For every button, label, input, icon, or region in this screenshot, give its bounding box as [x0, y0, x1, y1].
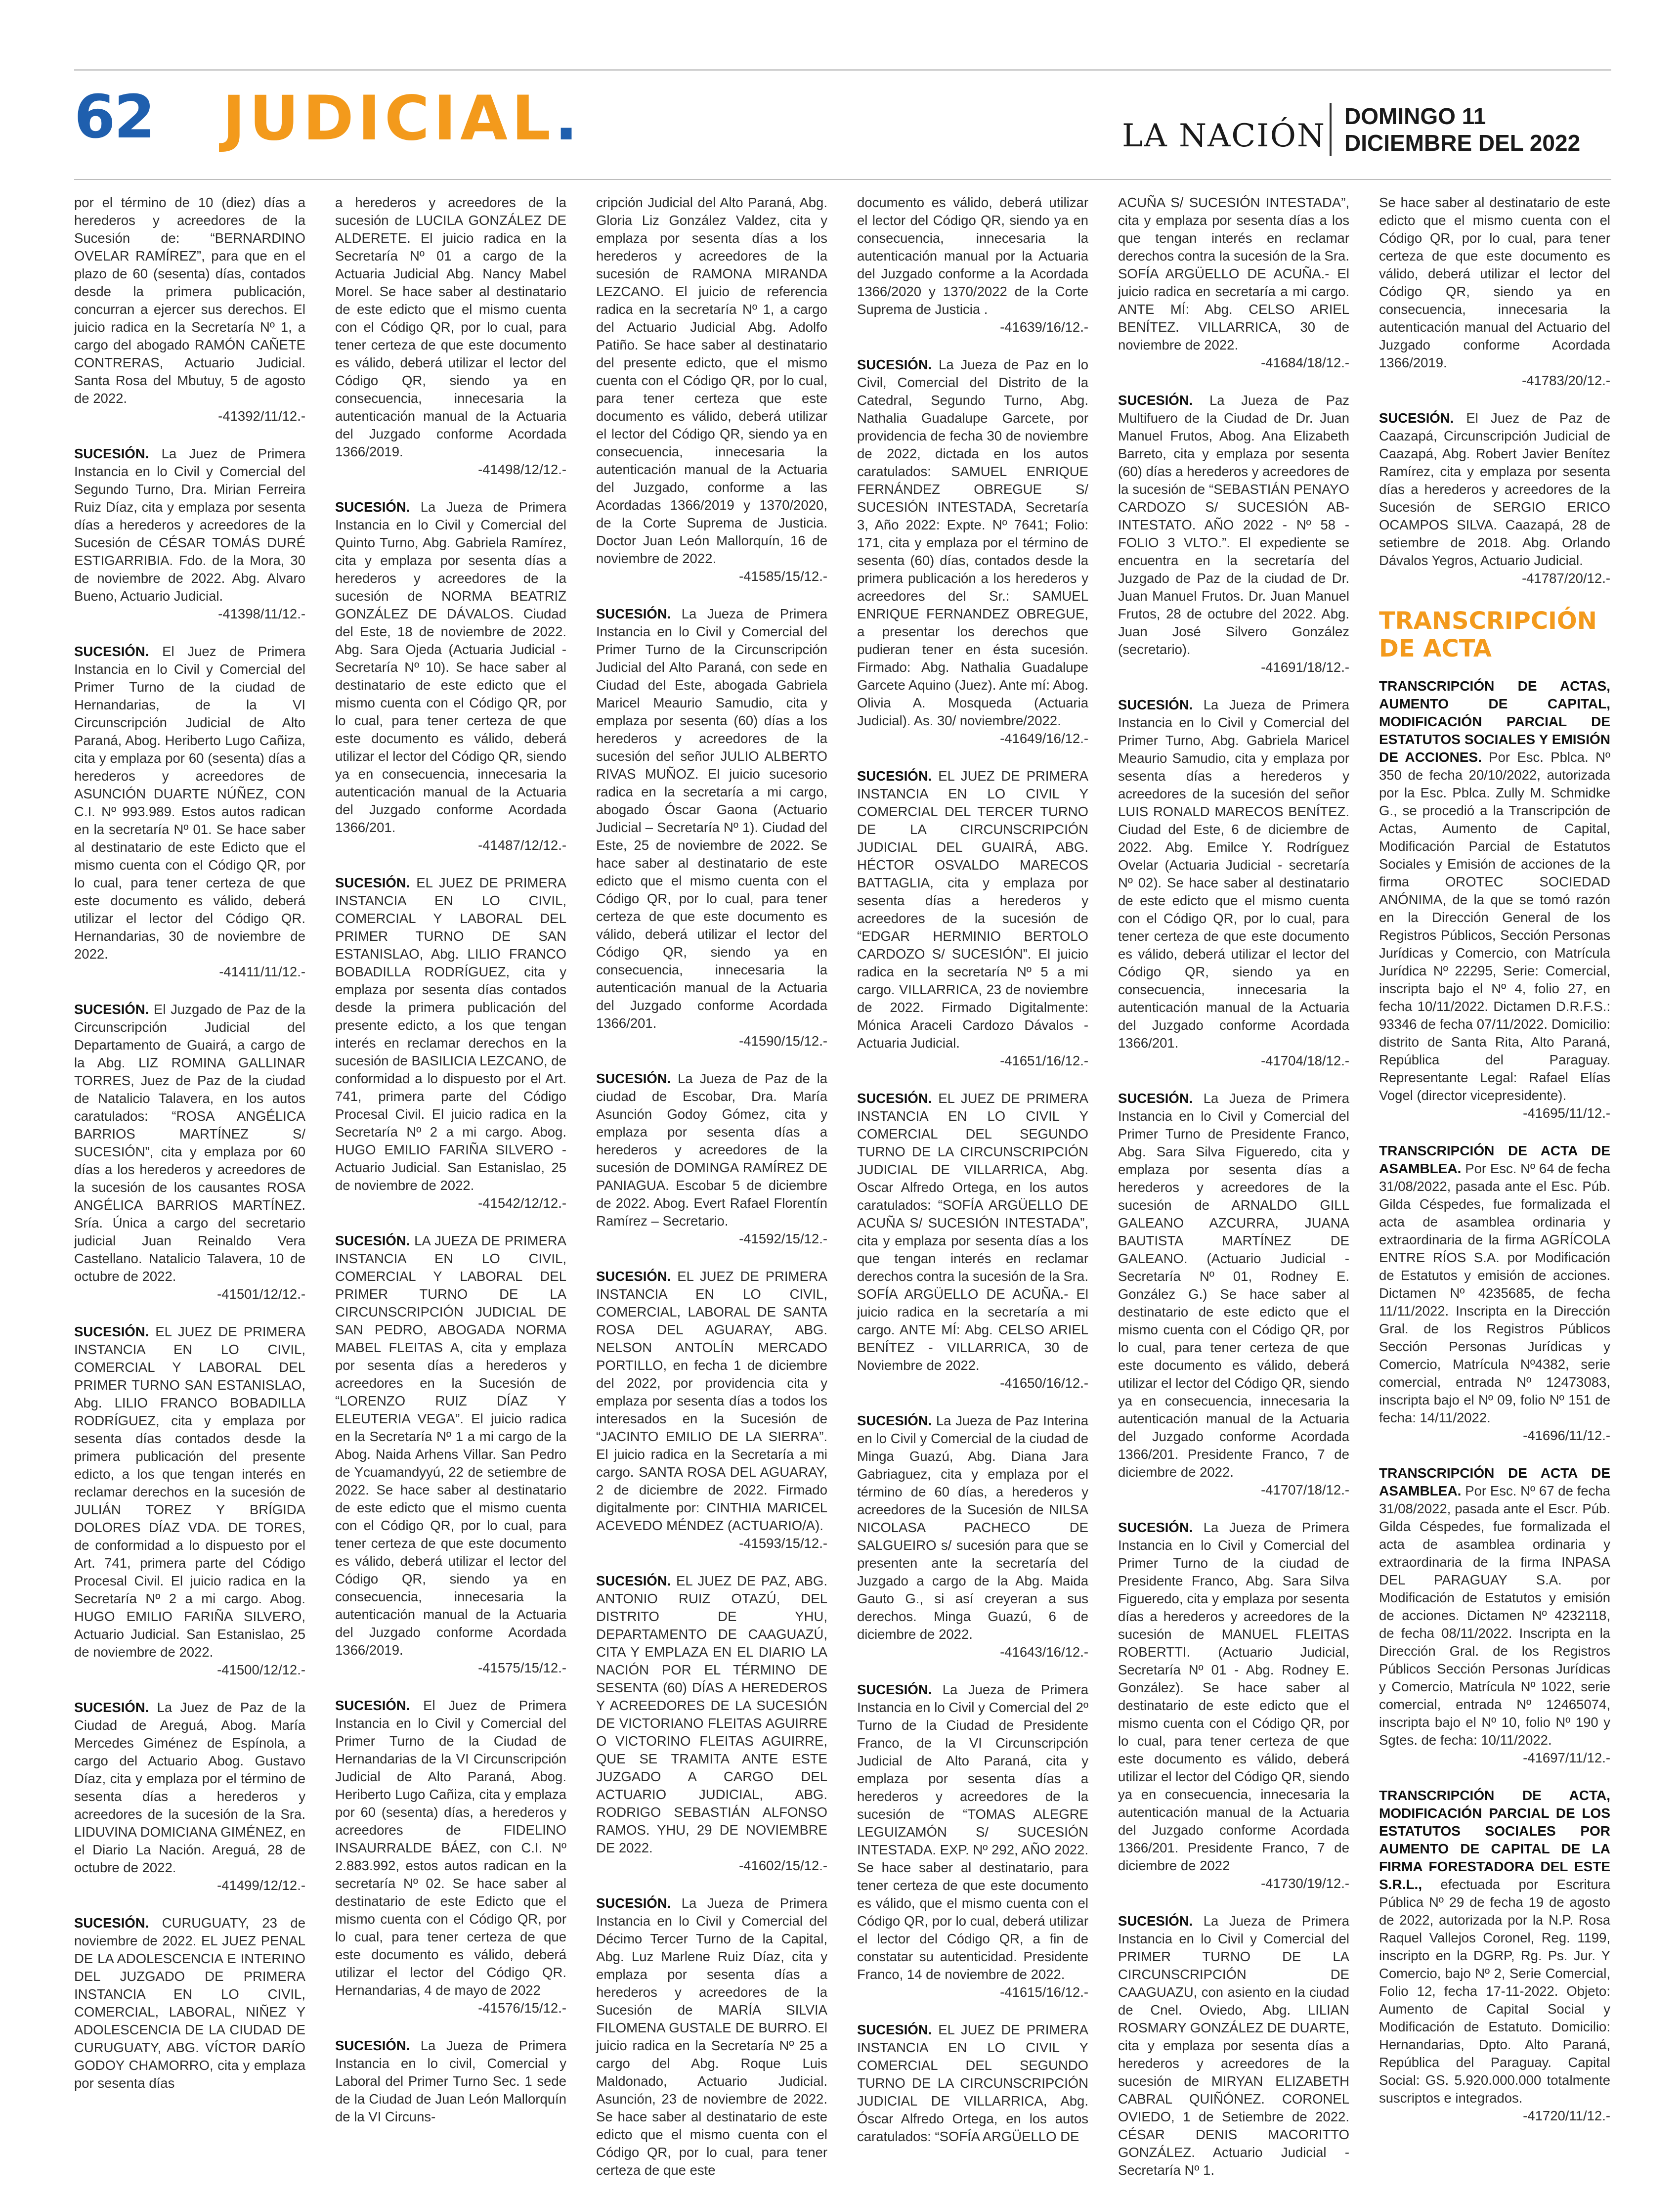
notice-body: La Juez de Primera Instancia en lo Civil y Comercial del Segundo Turno, Dra. Mirian Ferreira Ruiz Díaz, cita y emplaza por sesenta días a herederos y acreedores de la Sucesión de CÉSAR TOMÁS DURÉ ESTIGARRIBIA. Fdo. de la Mora, 30 de noviembre de 2022. Abg. Alvaro Bueno, Actuario Judicial.	[74, 446, 305, 604]
notice-heading: SUCESIÓN.	[596, 606, 671, 621]
legal-notice	[596, 1572, 827, 1875]
notice-reference-code: -41643/16/12.-	[1000, 1644, 1088, 1660]
column-4	[857, 194, 1088, 2165]
notice-heading: SUCESIÓN.	[74, 1324, 149, 1339]
notice-body: Por Esc. Pblca. Nº 350 de fecha 20/10/2022, autorizada por la Esc. Pblca. Zully M. Schmidke G., se procedió a la Transcripción de Actas, Aumento de Capital, Modificación Parcial de Estatutos Sociales y Emisión de acciones de la firma OROTEC SOCIEDAD ANÓNIMA, de la que se tomó razón en la Dirección General de los Registros Públicos, Sección Personas Jurídicas y Comercio, con Matrícula Jurídica Nº 22295, Serie: Comercial, inscripta bajo el Nº 4, folio 27, en fecha 10/11/2022. Dictamen D.R.F.S.: 93346 de fecha 07/11/2022. Domicilio: distrito de Santa Rita, Alto Paraná, República del Paraguay. Representante Legal: Rafael Elías Vogel (director vicepresidente).	[1379, 749, 1610, 1103]
column-5	[1118, 194, 1349, 2199]
notice-reference-code: -41649/16/12.-	[1000, 731, 1088, 746]
legal-notice	[74, 194, 305, 425]
legal-notice	[857, 1090, 1088, 1392]
notice-reference-code: -41392/11/12.-	[218, 408, 305, 424]
column-2	[335, 194, 566, 2146]
transcription-notice	[1379, 1464, 1610, 1767]
notice-heading: SUCESIÓN.	[596, 1269, 671, 1284]
top-rule	[74, 69, 1611, 71]
notice-body: La Jueza de Paz de la ciudad de Escobar, Dra. María Asunción Godoy Gómez, cita y emplaza por sesenta días a herederos y acreedores de la sucesión de DOMINGA RAMÍREZ DE PANIAGUA. Escobar 5 de diciembre de 2022. Abog. Evert Rafael Florentín Ramírez – Secretario.	[596, 1071, 827, 1229]
notice-reference-code: -41398/11/12.-	[218, 606, 305, 621]
notice-heading: SUCESIÓN.	[857, 357, 932, 372]
notice-reference-code: -41602/15/12.-	[739, 1858, 827, 1873]
legal-notice	[596, 1894, 827, 2179]
notice-heading: SUCESIÓN.	[857, 1682, 932, 1697]
notice-heading: SUCESIÓN.	[74, 1002, 149, 1017]
notice-body: La Jueza de Paz en lo Civil, Comercial del Distrito de la Catedral, Segundo Turno, Abg. Nathalia Guadalupe Garcete, por providencia de fecha 30 de noviembre de 2022, dictada en los autos caratulados: SAMUEL ENRIQUE FERNÁNDEZ OBREGUE S/ SUCESIÓN INTESTADA, Secretaría 3, Año 2022: Expte. Nº 7641; Folio: 171, cita y emplaza por el término de sesenta (60) días, contados desde la primera publicación a los herederos y acreedores del Sr.: SAMUEL ENRIQUE FERNANDEZ OBREGUE, a presentar los derechos que pudieran tener en ésta sucesión. Firmado: Abg. Nathalia Guadalupe Garcete Aquino (Juez). Ante mí: Abog. Olivia A. Mosqueda (Actuaria Judicial). As. 30/ noviembre/2022.	[857, 357, 1088, 728]
notice-body: Por Esc. Nº 67 de fecha 31/08/2022, pasada ante el Escr. Púb. Gilda Céspedes, fue formalizada el acta de asamblea ordinaria y extraordinaria de la firma INPASA DEL PARAGUAY S.A. por Modificación de Estatutos y emisión de acciones. Dictamen Nº 4232118, de fecha 08/11/2022. Inscripta en la Dirección Gral. de los Registros Públicos Sección Personas Jurídicas y Comercio, Matrícula Nº 1022, serie comercial, entrada Nº 12465074, inscripta bajo el Nº 10, folio Nº 190 y Sgtes. de fecha: 10/11/2022.	[1379, 1483, 1610, 1748]
notice-heading: SUCESIÓN.	[74, 446, 149, 461]
notice-heading: SUCESIÓN.	[1118, 393, 1193, 408]
notice-heading: SUCESIÓN.	[335, 1233, 410, 1248]
notice-reference-code: -41720/11/12.-	[1523, 2108, 1610, 2123]
notice-body: EL JUEZ DE PRIMERA INSTANCIA EN LO CIVIL, COMERCIAL, LABORAL DE SANTA ROSA DEL AGUARAY, ABG. NELSON ANTOLÍN MERCADO PORTILLO, en fecha 1 de diciembre del 2022, por providencia cita y emplaza por sesenta días a todos los interesados en la Sucesión de “JACINTO EMILIO DE LA SIERRA”. El juicio radica en la Secretaría a mi cargo. SANTA ROSA DEL AGUARAY, 2 de diciembre de 2022. Firmado digitalmente por: CINTHIA MARICEL ACEVEDO MÉNDEZ (ACTUARIO/A).	[596, 1269, 827, 1533]
notice-reference-code: -41691/18/12.-	[1261, 660, 1349, 675]
legal-notice	[596, 1268, 827, 1552]
legal-notice	[74, 1001, 305, 1303]
masthead-logo: LA NACIÓN	[1122, 118, 1326, 154]
notice-heading: SUCESIÓN.	[1118, 1520, 1193, 1535]
notice-body: La Jueza de Primera Instancia en lo Civil y Comercial del PRIMER TURNO DE LA CIRCUNSCRIPCIÓN DE CAAGUAZU, con asiento en la ciudad de Cnel. Oviedo, Abg. LILIAN ROSMARY GONZÁLEZ DE DUARTE, cita y emplaza por sesenta días a herederos y acreedores de la sucesión de MIRYAN ELIZABETH CABRAL QUIÑÓNEZ. CORONEL OVIEDO, 1 de Setiembre de 2022. CÉSAR DENIS MACORITTO GONZÁLEZ. Actuario Judicial - Secretaría Nº 1.	[1118, 1913, 1349, 2178]
notice-heading: SUCESIÓN.	[74, 1915, 149, 1931]
notice-reference-code: -41499/12/12.-	[217, 1878, 305, 1893]
legal-notice	[335, 498, 566, 854]
notice-heading: TRANSCRIPCIÓN DE ACTA, MODIFICACIÓN PARCIAL DE LOS ESTATUTOS SOCIALES POR AUMENTO DE CAPITAL DE LA FIRMA FORESTADORA DEL ESTE S.R.L.,	[1379, 1788, 1610, 1892]
notice-body: EL JUEZ DE PRIMERA INSTANCIA EN LO CIVIL Y COMERCIAL DEL SEGUNDO TURNO DE LA CIRCUNSCRIPCIÓN JUDICIAL DE VILLARRICA, Abg. Oscar Alfredo Ortega, en los autos caratulados: “SOFÍA ARGÜELLO DE ACUÑA S/ SUCESIÓN INTESTADA”, cita y emplaza por sesenta días a los que tengan interés en reclamar derechos contra la sucesión de la Sra. SOFÍA ARGÜELLO DE ACUÑA.- El juicio radica en la secretaría a mi cargo. ANTE MÍ: Abg. CELSO ARIEL BENÍTEZ - VILLARRICA, 30 de Noviembre de 2022.	[857, 1091, 1088, 1373]
header-rule	[74, 179, 1611, 180]
notice-body: La Jueza de Primera Instancia en lo Civil y Comercial del Primer Turno de la Circunscripción Judicial del Alto Paraná, con sede en Ciudad del Este, abogada Gabriela Maricel Meaurio Samudio, cita y emplaza por sesenta (60) días a los herederos y acreedores de la sucesión del señor JULIO ALBERTO RIVAS MUÑOZ. El juicio sucesorio radica en la secretaría a mi cargo, abogado Óscar Gaona (Actuario Judicial – Secretaría Nº 1). Ciudad del Este, 25 de noviembre de 2022. Se hace saber al destinatario de este edicto que el mismo cuenta con el Código QR, por lo cual, para tener certeza de que este documento es válido, deberá utilizar el lector del Código QR, siendo ya en consecuencia, innecesaria la autenticación manual de la Actuaria del Juzgado conforme Acordada 1366/201.	[596, 606, 827, 1031]
notice-body: EL JUEZ DE PRIMERA INSTANCIA EN LO CIVIL Y COMERCIAL DEL TERCER TURNO DE LA CIRCUNSCRIPCIÓN JUDICIAL DEL GUAIRÁ, ABG. HÉCTOR OSVALDO MARECOS BATTAGLIA, cita y emplaza por sesenta días a herederos y acreedores de la sucesión de “EDGAR HERMINIO BERTOLO CARDOZO S/ SUCESIÓN”. El juicio radica en la secretaría Nº 5 a mi cargo. VILLARRICA, 23 de noviembre de 2022. Firmado Digitalmente: Mónica Araceli Cardozo Dávalos - Actuaria Judicial.	[857, 768, 1088, 1051]
transcription-notice	[1379, 1787, 1610, 2125]
notice-heading: SUCESIÓN.	[857, 768, 932, 784]
notice-heading: SUCESIÓN.	[1118, 1913, 1193, 1929]
notice-body: CURUGUATY, 23 de noviembre de 2022. EL JUEZ PENAL DE LA ADOLESCENCIA E INTERINO DEL JUZGADO DE PRIMERA INSTANCIA EN LO CIVIL, COMERCIAL, LABORAL, NIÑEZ Y ADOLESCENCIA DE LA CIUDAD DE CURUGUATY, ABG. VÍCTOR DARÍO GODOY CHAMORRO, cita y emplaza por sesenta días	[74, 1915, 305, 2091]
notice-reference-code: -41697/11/12.-	[1523, 1750, 1610, 1765]
legal-notice	[335, 1697, 566, 2017]
notice-heading: SUCESIÓN.	[1118, 1091, 1193, 1106]
legal-notice	[857, 1412, 1088, 1661]
notice-reference-code: -41707/18/12.-	[1261, 1482, 1349, 1497]
notice-body: EL JUEZ DE PAZ, ABG. ANTONIO RUIZ OTAZÚ, DEL DISTRITO DE YHU, DEPARTAMENTO DE CAAGUAZÚ, CITA Y EMPLAZA EN EL DIARIO LA NACIÓN POR EL TÉRMINO DE SESENTA (60) DÍAS A HEREDEROS Y ACREEDORES DE LA SUCESIÓN DE VICTORIANO FLEITAS AGUIRRE O VICTORINO FLEITAS AGUIRRE, QUE SE TRAMITA ANTE ESTE JUZGADO A CARGO DEL ACTUARIO JUDICIAL, ABG. RODRIGO SEBASTIÁN ALFONSO RAMOS. YHU, 29 DE NOVIEMBRE DE 2022.	[596, 1573, 827, 1855]
legal-notice	[74, 1699, 305, 1894]
legal-notice	[857, 356, 1088, 748]
legal-notice	[74, 1914, 305, 2092]
legal-notice	[74, 643, 305, 981]
notice-reference-code: -41696/11/12.-	[1523, 1428, 1610, 1443]
column-3	[596, 194, 827, 2199]
section-dot: .	[555, 83, 582, 154]
notice-body: EL JUEZ DE PRIMERA INSTANCIA EN LO CIVIL, COMERCIAL Y LABORAL DEL PRIMER TURNO SAN ESTANISLAO, Abg. LILIO FRANCO BOBADILLA RODRÍGUEZ, cita y emplaza por sesenta días contados desde la primera publicación del presente edicto, a los que tengan interés en reclamar derechos en la sucesión de JULIÁN TOREZ Y BRÍGIDA DOLORES DÍAZ VDA. DE TORES, de conformidad a lo dispuesto por el Art. 741, primera parte del Código Procesal Civil. El juicio radica en la Secretaría Nº 2 a mi cargo. Abog. HUGO EMILIO FARIÑA SILVERO, Actuario Judicial. San Estanislao, 25 de noviembre de 2022.	[74, 1324, 305, 1660]
notice-heading: SUCESIÓN.	[596, 1071, 671, 1086]
notice-body: La Jueza de Primera Instancia en lo Civil y Comercial del Primer Turno, Abg. Gabriela Maricel Meaurio Samudio, cita y emplaza por sesenta días a herederos y acreedores de la sucesión del señor LUIS RONALD MARECOS BENÍTEZ. Ciudad del Este, 6 de diciembre de 2022. Abg. Emilce Y. Rodríguez Ovelar (Actuaria Judicial - secretaría Nº 02). Se hace saber al destinatario de este edicto que el mismo cuenta con el Código QR, por lo cual, para tener certeza de que este documento es válido, deberá utilizar el lector del Código QR, siendo ya en consecuencia, innecesaria la autenticación manual de la Actuaria del Juzgado conforme Acordada 1366/201.	[1118, 697, 1349, 1051]
notice-body: El Juez de Primera Instancia en lo Civil y Comercial del Primer Turno de la Ciudad de Hernandarias de la VI Circunscripción Judicial de Alto Paraná, Abog. Heriberto Lugo Cañiza, cita y emplaza por 60 (sesenta) días, a herederos y acreedores de FIDELINO INSAURRALDE BÁEZ, con C.I. Nº 2.883.992, estos autos radican en la secretaría Nº 02. Se hace saber al destinatario de este Edicto que el mismo cuenta con el Código QR, por lo cual, para tener certeza de que este documento es válido, deberá utilizar el lector del Código QR. Hernandarias, 4 de mayo de 2022	[335, 1698, 566, 1998]
notice-body: La Jueza de Paz Multifuero de la Ciudad de Dr. Juan Manuel Frutos, Abog. Ana Elizabeth Barreto, cita y emplaza por sesenta (60) días a herederos y acreedores de la sucesión de “SEBASTIÁN PENAYO CARDOZO S/ SUCESIÓN AB-INTESTATO. AÑO 2022 - Nº 58 - FOLIO 3 VLTO.”. El expediente se encuentra en la secretaría del Juzgado de Paz de la ciudad de Dr. Juan Manuel Frutos. Dr. Juan Manuel Frutos, 28 de octubre del 2022. Abg. Juan José Silvero González (secretario).	[1118, 393, 1349, 657]
legal-notice	[596, 194, 827, 585]
issue-date-month: DICIEMBRE DEL 2022	[1344, 130, 1581, 156]
notice-reference-code: -41783/20/12.-	[1522, 373, 1610, 388]
notice-reference-code: -41704/18/12.-	[1261, 1053, 1349, 1068]
notice-body: cripción Judicial del Alto Paraná, Abg. Gloria Liz González Valdez, cita y emplaza por sesenta días a los herederos y acreedores de la sucesión de RAMONA MIRANDA LEZCANO. El juicio de referencia radica en la secretaría Nº 1, a cargo del Actuario Judicial Abg. Adolfo Patiño. Se hace saber al destinatario del presente edicto, que el mismo cuenta con el Código QR, por lo cual, para tener certeza que este documento es válido, deberá utilizar el lector del Código QR, siendo ya en consecuencia, innecesaria la autenticación manual de la Actuaria del Juzgado, conforme a las Acordadas 1366/2019 y 1370/2020, de la Corte Suprema de Justicia. Doctor Juan León Mallorquín, 16 de noviembre de 2022.	[596, 195, 827, 566]
column-1	[74, 194, 305, 2112]
issue-date-day: DOMINGO 11	[1344, 103, 1486, 129]
notice-body: efectuada por Escritura Pública Nº 29 de fecha 19 de agosto de 2022, autorizada por la N.P. Rosa Raquel Vallejos Coronel, Reg. 1199, inscripto en la DGRP, Rg. Ps. Jur. Y Comercio, bajo Nº 2, Serie Comercial, Folio 12, fecha 17-11-2022. Objeto: Aumento de Capital Social y Modificación de Estatuto. Domicilio: Hernandarias, Dpto. Alto Paraná, República del Paraguay. Capital Social: GS. 5.920.000.000 totalmente suscriptos e integrados.	[1379, 1877, 1610, 2106]
notice-reference-code: -41575/15/12.-	[478, 1660, 566, 1675]
legal-notice	[857, 194, 1088, 336]
notice-reference-code: -41411/11/12.-	[219, 964, 305, 979]
notice-heading: SUCESIÓN.	[857, 2022, 932, 2037]
notice-heading: SUCESIÓN.	[596, 1895, 671, 1911]
legal-notice	[857, 1681, 1088, 2001]
notice-body: La Jueza de Primera Instancia en lo Civil y Comercial del Primer Turno de la ciudad de Presidente Franco, Abg. Sara Silva Figueredo, cita y emplaza por sesenta días a herederos y acreedores de la sucesión de MANUEL FLEITAS ROBERTTI. (Actuario Judicial, Secretaría Nº 01 - Abg. Rodney E. González). Se hace saber al destinatario de este edicto que el mismo cuenta con el Código QR, por lo cual, para tener certeza de que este documento es válido, deberá utilizar el lector del Código QR, siendo ya en consecuencia, innecesaria la autenticación manual de la Actuaria del Juzgado conforme Acordada 1366/201. Presidente Franco, 7 de diciembre de 2022	[1118, 1520, 1349, 1873]
section-name: JUDICIAL	[222, 83, 555, 154]
legal-notice	[596, 605, 827, 1050]
notice-heading: SUCESIÓN.	[857, 1091, 932, 1106]
legal-notice	[1118, 1090, 1349, 1499]
section-title	[222, 83, 582, 154]
notice-body: La Jueza de Primera Instancia en lo Civil y Comercial del Primer Turno de Presidente Franco, Abg. Sara Silva Figueredo, cita y emplaza por sesenta días a herederos y acreedores de la sucesión de ARNALDO GILL GALEANO AZCURRA, JUANA BAUTISTA MARTÍNEZ DE GALEANO. (Actuario Judicial - Secretaría Nº 01, Rodney E. González G.) Se hace saber al destinatario de este edicto que el mismo cuenta con el Código QR, por lo cual, para tener certeza de que este documento es válido, deberá utilizar el lector del Código QR, siendo ya en consecuencia, innecesaria la autenticación manual de la Actuaria del Juzgado conforme Acordada 1366/201. Presidente Franco, 7 de diciembre de 2022.	[1118, 1091, 1349, 1480]
legal-notice	[596, 1070, 827, 1248]
legal-notice	[1379, 409, 1610, 587]
notice-heading: TRANSCRIPCIÓN DE ACTA DE ASAMBLEA.	[1379, 1465, 1610, 1498]
notice-reference-code: -41684/18/12.-	[1261, 355, 1349, 370]
notice-body: La Jueza de Primera Instancia en lo Civil y Comercial del Quinto Turno, Abg. Gabriela Ramírez, cita y emplaza por sesenta días a herederos y acreedores de la sucesión de NORMA BEATRIZ GONZÁLEZ DE DÁVALOS. Ciudad del Este, 18 de noviembre de 2022. Abg. Sara Ojeda (Actuaria Judicial - Secretaría Nº 10). Se hace saber al destinatario de este edicto que el mismo cuenta con el Código QR, por lo cual, para tener certeza de que este documento es válido, deberá utilizar el lector del Código QR, siendo ya en consecuencia, innecesaria la autenticación manual de la Actuaria del Juzgado conforme Acordada 1366/201.	[335, 499, 566, 835]
column-6	[1379, 194, 1610, 2145]
notice-heading: SUCESIÓN.	[74, 1700, 149, 1715]
legal-notice	[335, 1232, 566, 1677]
notice-reference-code: -41695/11/12.-	[1523, 1105, 1610, 1121]
legal-notice	[1118, 1912, 1349, 2179]
notice-reference-code: -41730/19/12.-	[1261, 1876, 1349, 1891]
notice-body: EL JUEZ DE PRIMERA INSTANCIA EN LO CIVIL Y COMERCIAL DEL SEGUNDO TURNO DE LA CIRCUNSCRIPCIÓN JUDICIAL DE VILLARRICA, Abg. Óscar Alfredo Ortega, en los autos caratulados: “SOFÍA ARGÜELLO DE	[857, 2022, 1088, 2144]
notice-heading: SUCESIÓN.	[1118, 697, 1193, 712]
notice-body: La Jueza de Primera Instancia en lo Civil y Comercial del 2º Turno de la Ciudad de Presidente Franco, de la VI Circunscripción Judicial de Alto Paraná, cita y emplaza por sesenta días a herederos y acreedores de la sucesión de “TOMAS ALEGRE LEGUIZAMÓN S/ SUCESIÓN INTESTADA. EXP. Nº 292, AÑO 2022. Se hace saber al destinatario, para tener certeza de que este documento es válido, que el mismo cuenta con el Código QR, por lo cual, deberá utilizar el lector del Código QR, a fin de constatar su autenticidad. Presidente Franco, 14 de noviembre de 2022.	[857, 1682, 1088, 1982]
notice-body: El Juez de Primera Instancia en lo Civil y Comercial del Primer Turno de la ciudad de Hernandarias, de la VI Circunscripción Judicial de Alto Paraná, Abog. Heriberto Lugo Cañiza, cita y emplaza por 60 (sesenta) días a herederos y acreedores de ASUNCIÓN DUARTE NÚÑEZ, CON C.I. Nº 993.989. Estos autos radican en la secretaría Nº 01. Se hace saber al destinatario de este Edicto que el mismo cuenta con el Código QR, por lo cual, para tener certeza de que este documento es válido, deberá utilizar el lector del Código QR. Hernandarias, 30 de noviembre de 2022.	[74, 644, 305, 962]
notice-reference-code: -41585/15/12.-	[739, 569, 827, 584]
page-header	[74, 83, 1611, 177]
notice-body: La Juez de Paz de la Ciudad de Areguá, Abog. María Mercedes Giménez de Espínola, a cargo del Actuario Abog. Gustavo Díaz, cita y emplaza por el término de sesenta días a herederos y acreedores de la sucesión de la Sra. LIDUVINA DOMICIANA GIMÉNEZ, en el Diario La Nación. Areguá, 28 de octubre de 2022.	[74, 1700, 305, 1875]
notice-heading: SUCESIÓN.	[857, 1413, 932, 1428]
legal-notice	[1118, 696, 1349, 1070]
notice-heading: SUCESIÓN.	[335, 875, 410, 890]
notice-reference-code: -41650/16/12.-	[1000, 1375, 1088, 1391]
legal-notice	[74, 445, 305, 623]
legal-notice	[1118, 194, 1349, 372]
notice-reference-code: -41639/16/12.-	[1000, 319, 1088, 335]
notice-reference-code: -41498/12/12.-	[478, 462, 566, 477]
notice-body: ACUÑA S/ SUCESIÓN INTESTADA”, cita y emplaza por sesenta días a los que tengan interés en reclamar derechos contra la sucesión de la Sra. SOFÍA ARGÜELLO DE ACUÑA.- El juicio radica en secretaría a mi cargo. ANTE MÍ: Abg. CELSO ARIEL BENÍTEZ. VILLARRICA, 30 de noviembre de 2022.	[1118, 195, 1349, 352]
notice-reference-code: -41615/16/12.-	[1000, 1984, 1088, 2000]
notice-reference-code: -41487/12/12.-	[478, 837, 566, 853]
notice-heading: SUCESIÓN.	[74, 644, 149, 659]
notice-body: Se hace saber al destinatario de este edicto que el mismo cuenta con el Código QR, por lo cual, para tener certeza de que este documento es válido, deberá utilizar el lector del Código QR, siendo ya en consecuencia, innecesaria la autenticación manual del Actuario del Juzgado conforme Acordada 1366/2019.	[1379, 195, 1610, 370]
notice-reference-code: -41592/15/12.-	[739, 1231, 827, 1246]
transcription-notice	[1379, 1142, 1610, 1445]
legal-notice	[857, 767, 1088, 1070]
legal-notice	[335, 2037, 566, 2126]
notice-reference-code: -41651/16/12.-	[1000, 1053, 1088, 1068]
notice-body: La Jueza de Primera Instancia en lo Civil y Comercial del Décimo Tercer Turno de la Capital, Abg. Luz Marlene Ruiz Díaz, cita y emplaza por sesenta días a herederos y acreedores de la Sucesión de MARÍA SILVIA FILOMENA GUSTALE DE BURRO. El juicio radica en la Secretaría Nº 25 a cargo del Abg. Roque Luis Maldonado, Actuario Judicial. Asunción, 23 de noviembre de 2022. Se hace saber al destinatario de este edicto que el mismo cuenta con el Código QR, por lo cual, para tener certeza de que este	[596, 1895, 827, 2178]
notice-body: LA JUEZA DE PRIMERA INSTANCIA EN LO CIVIL, COMERCIAL Y LABORAL DEL PRIMER TURNO DE LA CIRCUNSCRIPCIÓN JUDICIAL DE SAN PEDRO, ABOGADA NORMA MABEL FLEITAS A, cita y emplaza por sesenta días a herederos y acreedores en la Sucesión de “LORENZO RUIZ DÍAZ Y ELEUTERIA VEGA”. El juicio radica en la Secretaría Nº 1 a mi cargo de la Abog. Naida Arhens Villar. San Pedro de Ycuamandyyú, 22 de setiembre de 2022. Se hace saber al destinatario de este edicto que el mismo cuenta con el Código QR, por lo cual, para tener certeza de que este documento es válido, deberá utilizar el lector del Código QR, siendo ya en consecuencia, innecesaria la autenticación manual de la Actuaria del Juzgado conforme Acordada 1366/2019.	[335, 1233, 566, 1658]
notice-heading: TRANSCRIPCIÓN DE ACTA DE ASAMBLEA.	[1379, 1143, 1610, 1176]
legal-notice	[1379, 194, 1610, 390]
transcription-notice	[1379, 677, 1610, 1122]
legal-notice	[1118, 1519, 1349, 1892]
notice-heading: SUCESIÓN.	[335, 499, 410, 515]
notice-heading: SUCESIÓN.	[1379, 410, 1454, 426]
notice-body: Por Esc. Nº 64 de fecha 31/08/2022, pasada ante el Esc. Púb. Gilda Céspedes, fue formalizada el acta de asamblea ordinaria y extraordinaria de la firma AGRÍCOLA ENTRE RÍOS S.A. por Modificación de Estatutos y emisión de acciones. Dictamen Nº 4235685, de fecha 11/11/2022. Inscripta en la Dirección Gral. de los Registros Públicos Sección Personas Jurídicas y Comercio, Matrícula Nº4382, serie comercial, entrada Nº 12473083, inscripta bajo el Nº 09, folio Nº 151 de fecha: 14/11/2022.	[1379, 1161, 1610, 1425]
notice-body: por el término de 10 (diez) días a herederos y acreedores de la Sucesión de: “BERNARDINO OVELAR RAMÍREZ”, para que en el plazo de 60 (sesenta) días, contados desde la primera publicación, concurran a ejercer sus derechos. El juicio radica en la Secretaría Nº 1, a cargo del abogado RAMÓN CAÑETE CONTRERAS, Actuario Judicial. Santa Rosa del Mbutuy, 5 de agosto de 2022.	[74, 195, 305, 406]
notice-heading: SUCESIÓN.	[335, 1698, 410, 1713]
notice-reference-code: -41500/12/12.-	[217, 1662, 305, 1677]
notice-body: El Juez de Paz de Caazapá, Circunscripción Judicial de Caazapá, Abg. Robert Javier Benítez Ramírez, cita y emplaza por sesenta días a herederos y acreedores de la Sucesión de SERGIO ERICO OCAMPOS SILVA. Caazapá, 28 de setiembre de 2018. Abg. Orlando Dávalos Yegros, Actuario Judicial.	[1379, 410, 1610, 568]
notice-heading: SUCESIÓN.	[335, 2038, 410, 2053]
page-number: 62	[74, 83, 154, 152]
notice-body: EL JUEZ DE PRIMERA INSTANCIA EN LO CIVIL, COMERCIAL Y LABORAL DEL PRIMER TURNO DE SAN ESTANISLAO, Abg. LILIO FRANCO BOBADILLA RODRÍGUEZ, cita y emplaza por sesenta días contados desde la primera publicación del presente edicto, a los que tengan interés en reclamar derechos en la sucesión de BASILICIA LEZCANO, de conformidad a lo dispuesto por el Art. 741, primera parte del Código Procesal Civil. El juicio radica en la Secretaría Nº 2 a mi cargo. Abog. HUGO EMILIO FARIÑA SILVERO - Actuario Judicial. San Estanislao, 25 de noviembre de 2022.	[335, 875, 566, 1193]
transcripcion-section-title: TRANSCRIPCIÓN DE ACTA	[1379, 607, 1597, 662]
notice-heading: SUCESIÓN.	[596, 1573, 671, 1588]
notice-reference-code: -41542/12/12.-	[478, 1195, 566, 1211]
notice-reference-code: -41593/15/12.-	[739, 1536, 827, 1551]
issue-date	[1330, 103, 1580, 156]
notice-body: La Jueza de Paz Interina en lo Civil y Comercial de la ciudad de Minga Guazú, Abg. Diana Jara Gabriaguez, cita y emplaza por el término de 60 días, a herederos y acreedores de la Sucesión de NILSA NICOLASA PACHECO DE SALGUEIRO s/ sucesión para que se presenten ante la secretaría del Juzgado a cargo de la Abg. Maida Gauto G., si así creyeran a sus derechos. Minga Guazú, 6 de diciembre de 2022.	[857, 1413, 1088, 1642]
legal-notice	[74, 1323, 305, 1679]
notice-heading: TRANSCRIPCIÓN DE ACTAS, AUMENTO DE CAPITAL, MODIFICACIÓN PARCIAL DE ESTATUTOS SOCIALES Y EMISIÓN DE ACCIONES.	[1379, 678, 1610, 765]
notice-reference-code: -41787/20/12.-	[1522, 571, 1610, 586]
notice-body: La Jueza de Primera Instancia en lo civil, Comercial y Laboral del Primer Turno Sec. 1 sede de la Ciudad de Juan León Mallorquín de la VI Circuns-	[335, 2038, 566, 2124]
notice-body: a herederos y acreedores de la sucesión de LUCILA GONZÁLEZ DE ALDERETE. El juicio radica en la Secretaría Nº 01 a cargo de la Actuaria Judicial Abg. Nancy Mabel Morel. Se hace saber al destinatario de este edicto que el mismo cuenta con el Código QR, por lo cual, para tener certeza de que este documento es válido, deberá utilizar el lector del Código QR, siendo ya en consecuencia, innecesaria la autenticación manual de la Actuaria del Juzgado conforme Acordada 1366/2019.	[335, 195, 566, 459]
notice-reference-code: -41590/15/12.-	[739, 1033, 827, 1049]
legal-notice	[335, 874, 566, 1212]
notice-reference-code: -41576/15/12.-	[478, 2000, 566, 2016]
legal-notice	[857, 2021, 1088, 2146]
notice-body: documento es válido, deberá utilizar el lector del Código QR, siendo ya en consecuencia, innecesaria la autenticación manual por la Actuaria del Juzgado conforme a la Acordada 1366/2020 y 1370/2022 de la Corte Suprema de Justicia .	[857, 195, 1088, 317]
column-6-notices	[1379, 194, 1610, 587]
notice-body: El Juzgado de Paz de la Circunscripción Judicial del Departamento de Guairá, a cargo de la Abg. LIZ ROMINA GALLINAR TORRES, Juez de Paz de la ciudad de Natalicio Talavera, en los autos caratulados: “ROSA ANGÉLICA BARRIOS MARTÍNEZ S/ SUCESIÓN”, cita y emplaza por 60 días a los herederos y acreedores de la sucesión de los causantes ROSA ANGÉLICA BARRIOS MARTÍNEZ. Sría. Única a cargo del secretario judicial Juan Reinaldo Vera Castellano. Natalicio Talavera, 10 de octubre de 2022.	[74, 1002, 305, 1284]
notice-reference-code: -41501/12/12.-	[217, 1286, 305, 1302]
legal-notice	[1118, 392, 1349, 676]
transcripcion-notices	[1379, 677, 1610, 2125]
legal-notice	[335, 194, 566, 479]
